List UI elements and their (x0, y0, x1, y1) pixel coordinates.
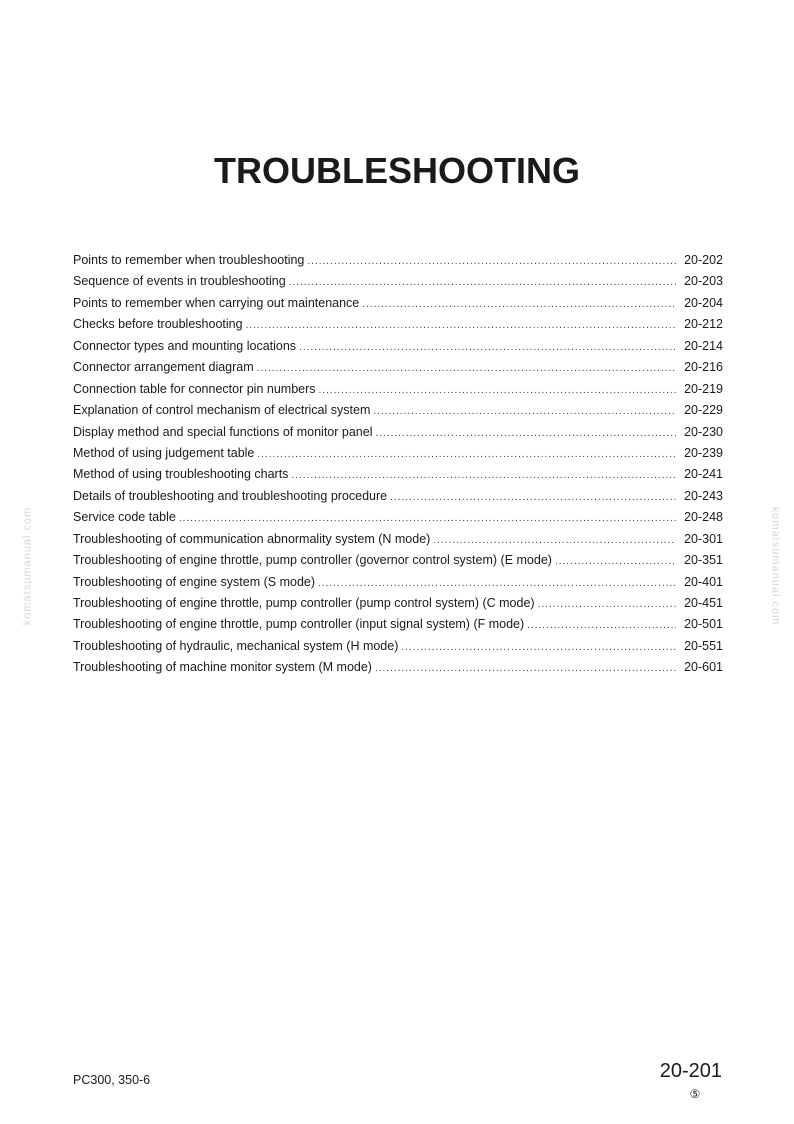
toc-entry (73, 443, 723, 464)
toc-entry-page: 20-204 (684, 295, 723, 310)
toc-entry (73, 400, 723, 421)
toc-entry-title: Points to remember when carrying out maintenance (73, 295, 360, 310)
toc-entry-title: Troubleshooting of communication abnormality system (N mode) (73, 531, 431, 546)
toc-entry-title: Explanation of control mechanism of electrical system (73, 403, 371, 418)
toc-entry (73, 422, 723, 443)
toc-entry (73, 250, 723, 271)
toc-entry-title: Connection table for connector pin numbers (73, 381, 316, 396)
toc-entry-title: Connector types and mounting locations (73, 338, 297, 353)
toc-entry-page: 20-229 (684, 403, 723, 418)
toc-entry (73, 550, 723, 571)
toc-entry-page: 20-241 (684, 467, 723, 482)
toc-entry-title: Connector arrangement diagram (73, 360, 254, 375)
toc-entry-title: Troubleshooting of engine system (S mode) (73, 574, 316, 589)
toc-entry (73, 636, 723, 657)
toc-entry (73, 507, 723, 528)
toc-dot-leader (257, 358, 676, 379)
toc-entry-page: 20-202 (684, 253, 723, 267)
toc-entry (73, 314, 723, 335)
toc-entry-page: 20-451 (684, 596, 723, 610)
toc-entry-page: 20-501 (684, 617, 723, 632)
toc-dot-leader (291, 465, 676, 486)
toc-dot-leader (319, 380, 677, 401)
toc-entry-page: 20-212 (684, 317, 723, 332)
toc-dot-leader (318, 573, 676, 594)
footer-revision-mark: ⑤ (689, 1087, 701, 1101)
toc-dot-leader (433, 530, 676, 551)
table-of-contents (73, 250, 723, 679)
toc-entry-title: Details of troubleshooting and troubleshooting procedure (73, 488, 388, 503)
toc-dot-leader (538, 594, 677, 615)
page-title: TROUBLESHOOTING (214, 150, 580, 191)
toc-dot-leader (289, 272, 676, 293)
toc-entry-page: 20-216 (684, 360, 723, 375)
toc-entry-title: Troubleshooting of engine throttle, pump controller (input signal system) (F mode) (73, 617, 525, 632)
toc-dot-leader (373, 401, 676, 422)
toc-dot-leader (527, 615, 676, 636)
toc-dot-leader (375, 658, 676, 679)
toc-entry (73, 572, 723, 593)
toc-dot-leader (246, 315, 677, 336)
toc-entry-title: Method of using troubleshooting charts (73, 467, 289, 482)
toc-entry-title: Method of using judgement table (73, 445, 255, 460)
toc-entry-title: Display method and special functions of monitor panel (73, 424, 373, 439)
toc-entry-title: Troubleshooting of hydraulic, mechanical system (H mode) (73, 638, 399, 653)
toc-entry-page: 20-214 (684, 338, 723, 353)
watermark-right: komatsumanual.com (769, 506, 782, 626)
toc-entry (73, 614, 723, 635)
toc-entry-page: 20-239 (684, 445, 723, 460)
footer-model: PC300, 350-6 (73, 1073, 151, 1087)
toc-dot-leader (257, 444, 676, 465)
toc-dot-leader (375, 423, 676, 444)
toc-entry (73, 357, 723, 378)
toc-entry-page: 20-351 (684, 553, 723, 568)
toc-entry-title: Service code table (73, 510, 176, 525)
toc-entry-page: 20-230 (684, 424, 723, 439)
toc-dot-leader (390, 487, 676, 508)
toc-entry-title: Sequence of events in troubleshooting (73, 274, 286, 289)
toc-dot-leader (307, 251, 676, 272)
toc-entry (73, 593, 723, 614)
toc-entry (73, 486, 723, 507)
toc-entry-title: Checks before troubleshooting (73, 317, 243, 332)
toc-dot-leader (299, 337, 676, 358)
toc-entry (73, 529, 723, 550)
toc-entry-title: Points to remember when troubleshooting (73, 253, 305, 267)
footer-page-number: 20-201 (659, 1060, 722, 1082)
toc-entry-title: Troubleshooting of engine throttle, pump controller (pump control system) (C mode) (73, 596, 535, 610)
toc-dot-leader (555, 551, 676, 572)
toc-entry (73, 271, 723, 292)
toc-entry-page: 20-243 (684, 488, 723, 503)
toc-entry-page: 20-601 (684, 660, 723, 675)
toc-entry-page: 20-248 (684, 510, 723, 525)
toc-dot-leader (401, 637, 676, 658)
toc-entry (73, 336, 723, 357)
toc-entry-page: 20-301 (684, 531, 723, 546)
toc-entry-page: 20-203 (684, 274, 723, 289)
toc-entry-page: 20-401 (684, 574, 723, 589)
toc-dot-leader (179, 508, 676, 529)
toc-entry (73, 657, 723, 678)
toc-entry-title: Troubleshooting of engine throttle, pump controller (governor control system) (E mode) (73, 553, 552, 568)
toc-entry-page: 20-219 (684, 381, 723, 396)
toc-entry (73, 379, 723, 400)
toc-entry-title: Troubleshooting of machine monitor system (M mode) (73, 660, 372, 675)
watermark-left: komatsumanual.com (21, 506, 34, 626)
toc-entry (73, 464, 723, 485)
toc-dot-leader (362, 294, 676, 315)
toc-entry-page: 20-551 (684, 638, 723, 653)
toc-entry (73, 293, 723, 314)
